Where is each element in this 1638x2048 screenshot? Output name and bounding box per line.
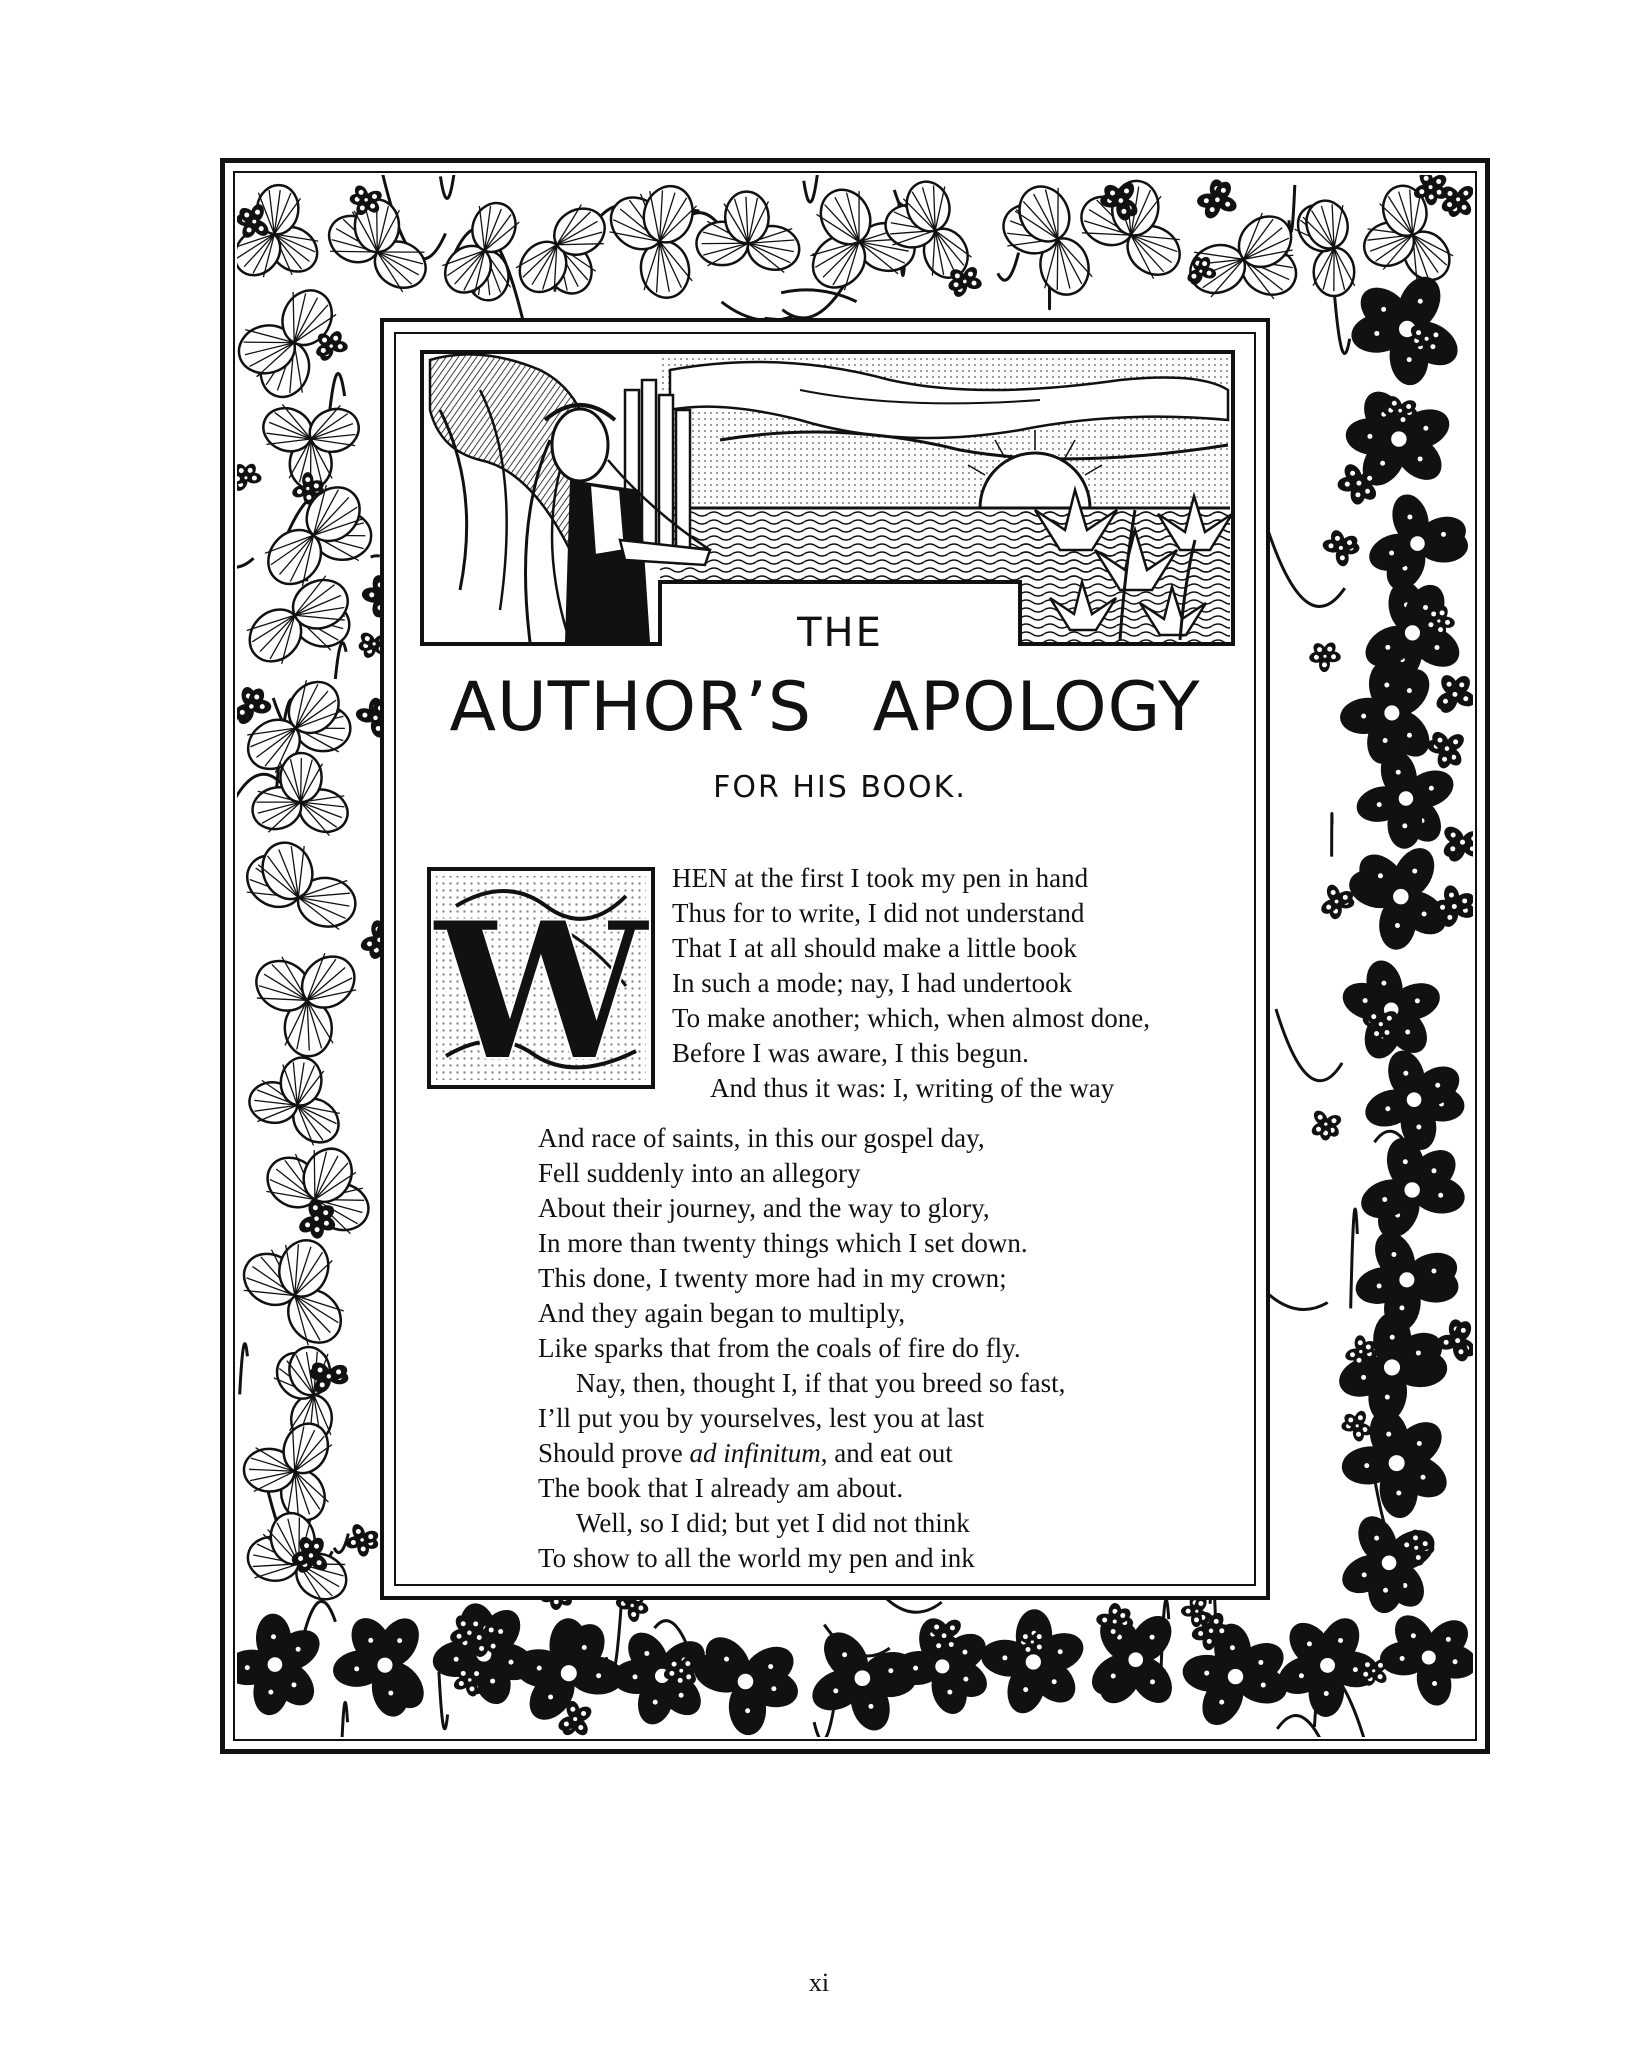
verse-line: Fell suddenly into an allegory xyxy=(538,1158,861,1188)
ornate-drop-cap xyxy=(426,866,656,1090)
verse-line: To show to all the world my pen and ink xyxy=(538,1543,975,1573)
verse-line: Well, so I did; but yet I did not think xyxy=(576,1508,970,1538)
verse-text: , and eat out xyxy=(820,1438,953,1468)
page-number: xi xyxy=(808,1968,830,1997)
page-title: AUTHOR’S APOLOGY xyxy=(449,668,1201,747)
verse-line: Thus for to write, I did not understand xyxy=(672,898,1085,928)
verse-italic-text: ad infinitum xyxy=(689,1438,821,1468)
verse-block-bottom xyxy=(538,1121,1065,1576)
verse-line: The book that I already am about. xyxy=(538,1473,904,1503)
verse-line: In more than twenty things which I set down. xyxy=(538,1228,1028,1258)
verse-text: Should prove xyxy=(538,1438,690,1468)
verse-line: That I at all should make a little book xyxy=(672,933,1077,963)
verse-line: About their journey, and the way to glory, xyxy=(538,1193,990,1223)
verse-block-top xyxy=(672,861,1150,1106)
verse-line xyxy=(538,1436,1065,1471)
verse-line: And race of saints, in this our gospel day, xyxy=(538,1123,985,1153)
verse-line: In such a mode; nay, I had undertook xyxy=(672,968,1073,998)
verse-line: Like sparks that from the coals of fire do fly. xyxy=(538,1333,1021,1363)
drop-cap-letter: W xyxy=(434,880,648,1090)
verse-line: And thus it was: I, writing of the way xyxy=(710,1073,1115,1103)
verse-line: And they again began to multiply, xyxy=(538,1298,906,1328)
verse-line: This done, I twenty more had in my crown; xyxy=(538,1263,1007,1293)
verse-line: To make another; which, when almost done, xyxy=(672,1003,1150,1033)
verse-line: Before I was aware, I this begun. xyxy=(672,1038,1029,1068)
verse-line: I’ll put you by yourselves, lest you at last xyxy=(538,1403,985,1433)
verse-line: HEN at the first I took my pen in hand xyxy=(672,863,1089,893)
verse-line: Nay, then, thought I, if that you breed so fast, xyxy=(576,1368,1066,1398)
heading-subtitle: FOR HIS BOOK. xyxy=(713,770,967,805)
angel-organ-illustration xyxy=(420,350,1235,646)
heading-the: THE xyxy=(797,610,883,656)
